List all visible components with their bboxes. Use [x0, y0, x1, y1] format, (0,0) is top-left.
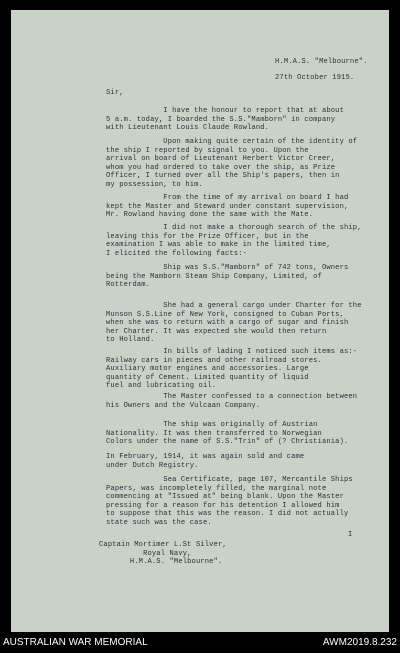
paragraph-3: From the time of my arrival on board I had kept the Master and Steward under constant supervision, Mr. Rowland having done the same with the Mate. [106, 194, 349, 219]
paragraph-11: Sea Certificate, page 107, Mercantile Ships Papers, was incompletely filled, the marginal note commencing at "Issued at" being blank. Upon the Master pressing for a reason for his detention I allowed him to suppose that this was the reason. I did not actually state such was the case. [106, 476, 353, 527]
institution-name: AUSTRALIAN WAR MEMORIAL [3, 637, 148, 648]
paragraph-5: Ship was S.S."Mamborn" of 742 tons, Owners being the Mamborn Steam Ship Company, Limited, of Rotterdam. [106, 264, 349, 289]
accession-number: AWM2019.8.232 [322, 637, 397, 648]
ship-heading: H.M.A.S. "Melbourne". [275, 58, 368, 66]
paragraph-8: The Master confessed to a connection between his Owners and the Vulcaan Company. [106, 393, 358, 410]
archive-footer [0, 632, 400, 653]
paragraph-9: The ship was originally of Austrian Nationality. It was then transferred to Norwegian Colors under the name of S.S."Trin" of (? Christiania). [106, 421, 349, 446]
paragraph-4: I did not make a thorough search of the ship, leaving this for the Prize Officer, but in the examination I was able to make in the limited time, I elicited the following facts:- [106, 224, 362, 258]
salutation: Sir, [106, 89, 124, 97]
paragraph-10: In February, 1914, it was again sold and came under Dutch Registry. [106, 453, 305, 470]
addressee-block: Captain Mortimer L.St Silver, Royal Navy, H.M.A.S. "Melbourne". [99, 541, 227, 566]
paragraph-1: I have the honour to report that at about 5 a.m. today, I boarded the S.S."Mamborn" in company with Lieutenant Louis Claude Rowland. [106, 107, 344, 132]
page-mark: I [348, 531, 353, 539]
paragraph-7: In bills of lading I noticed such items as:- Railway cars in pieces and other railroad stores. Auxiliary motor engines and accessories. Large quantity of Cement. Limited quantity of liquid fuel and lubricating oil. [106, 348, 358, 390]
letter-date: 27th October 1915. [275, 74, 355, 82]
paragraph-6: She had a general cargo under Charter for the Munson S.S.Line of New York, consigned to Cuban Ports, when she was to return with a cargo of sugar and finish her Charter. It was expected she would then return to Holland. [106, 302, 362, 344]
document-page [11, 10, 389, 632]
paragraph-2: Upon making quite certain of the identity of the ship I reported by signal to you. Upon the arrival on board of Lieutenant Herbert Victor Creer, whom you had ordered to take over the ship, as Prize Officer, I turned over all the Ship's papers, then in my possession, to him. [106, 138, 358, 189]
